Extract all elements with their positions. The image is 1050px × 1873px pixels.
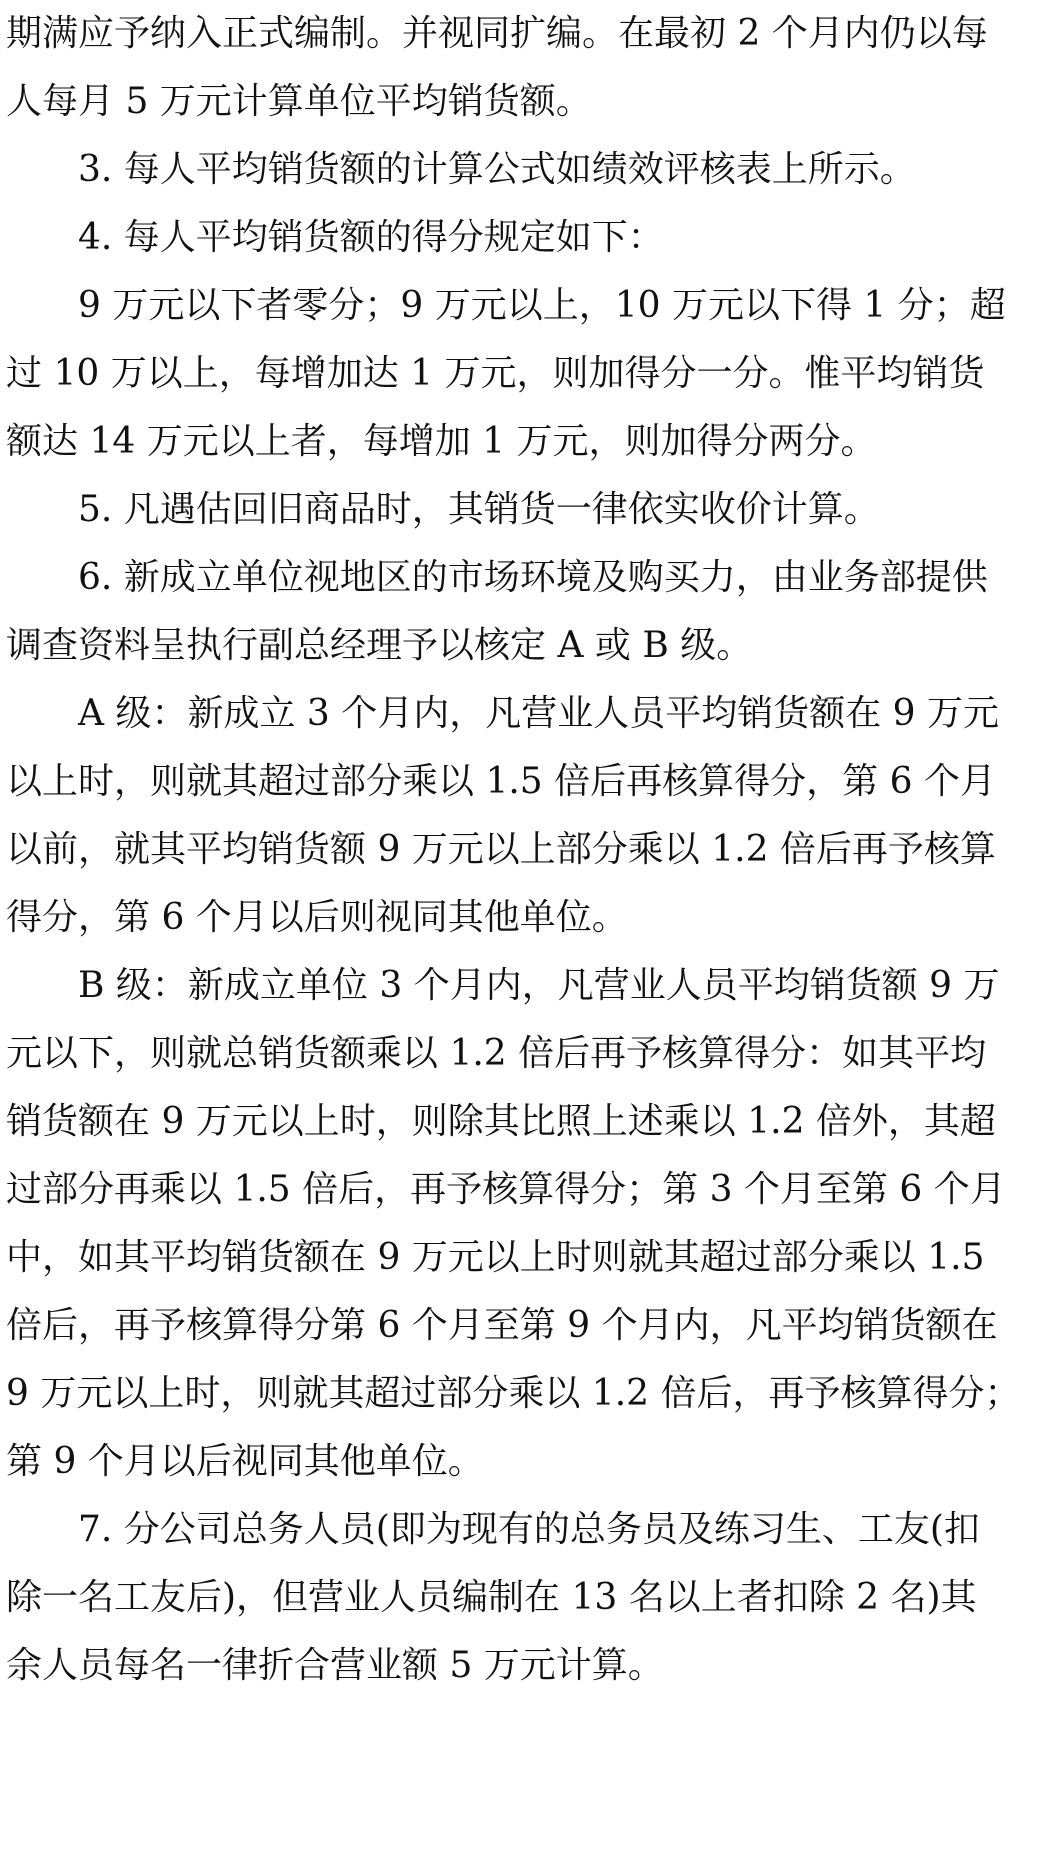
paragraph-item-3 — [6, 136, 1046, 204]
text-line: 得分，第 6 个月以后则视同其他单位。 — [6, 897, 628, 938]
text-line: 过部分再乘以 1.5 倍后，再予核算得分；第 3 个月至第 6 个月 — [6, 1169, 1006, 1210]
text-line: 第 9 个月以后视同其他单位。 — [6, 1441, 484, 1482]
paragraph-item-7 — [6, 1496, 1046, 1700]
paragraph-item-5 — [6, 476, 1046, 544]
text-line: 过 10 万以上，每增加达 1 万元，则加得分一分。惟平均销货 — [6, 353, 985, 394]
text-line: 以前，就其平均销货额 9 万元以上部分乘以 1.2 倍后再予核算 — [6, 829, 996, 870]
text-line: 倍后，再予核算得分第 6 个月至第 9 个月内，凡平均销货额在 — [6, 1305, 998, 1346]
text-line: 9 万元以上时，则就其超过部分乘以 1.2 倍后，再予核算得分； — [6, 1373, 1021, 1414]
document-page — [6, 0, 1046, 1700]
text-line: 5. 凡遇估回旧商品时，其销货一律依实收价计算。 — [6, 489, 880, 530]
paragraph-grade-b — [6, 952, 1046, 1496]
text-line: 中，如其平均销货额在 9 万元以上时则就其超过部分乘以 1.5 — [6, 1237, 985, 1278]
text-line: 9 万元以下者零分；9 万元以上，10 万元以下得 1 分；超 — [6, 285, 1006, 326]
paragraph-item-4 — [6, 204, 1046, 272]
text-line: 余人员每名一律折合营业额 5 万元计算。 — [6, 1645, 664, 1686]
text-line: 以上时，则就其超过部分乘以 1.5 倍后再核算得分，第 6 个月 — [6, 761, 996, 802]
text-line: B 级：新成立单位 3 个月内，凡营业人员平均销货额 9 万 — [6, 965, 1000, 1006]
text-line: 额达 14 万元以上者，每增加 1 万元，则加得分两分。 — [6, 421, 877, 462]
paragraph-grade-a — [6, 680, 1046, 952]
text-line: 期满应予纳入正式编制。并视同扩编。在最初 2 个月内仍以每 — [6, 13, 988, 54]
text-line: 3. 每人平均销货额的计算公式如绩效评核表上所示。 — [6, 149, 916, 190]
text-line: 7. 分公司总务人员(即为现有的总务员及练习生、工友(扣 — [6, 1509, 980, 1550]
paragraph-scoring-rules — [6, 272, 1046, 476]
text-line: A 级：新成立 3 个月内，凡营业人员平均销货额在 9 万元 — [6, 693, 1000, 734]
text-line: 人每月 5 万元计算单位平均销货额。 — [6, 81, 592, 122]
text-line: 调查资料呈执行副总经理予以核定 A 或 B 级。 — [6, 625, 753, 666]
paragraph-item-6 — [6, 544, 1046, 680]
text-line: 元以下，则就总销货额乘以 1.2 倍后再予核算得分：如其平均 — [6, 1033, 987, 1074]
text-line: 除一名工友后)，但营业人员编制在 13 名以上者扣除 2 名)其 — [6, 1577, 977, 1618]
text-line: 4. 每人平均销货额的得分规定如下： — [6, 217, 664, 258]
paragraph-continuation — [6, 0, 1046, 136]
text-line: 6. 新成立单位视地区的市场环境及购买力，由业务部提供 — [6, 557, 988, 598]
text-line: 销货额在 9 万元以上时，则除其比照上述乘以 1.2 倍外，其超 — [6, 1101, 996, 1142]
